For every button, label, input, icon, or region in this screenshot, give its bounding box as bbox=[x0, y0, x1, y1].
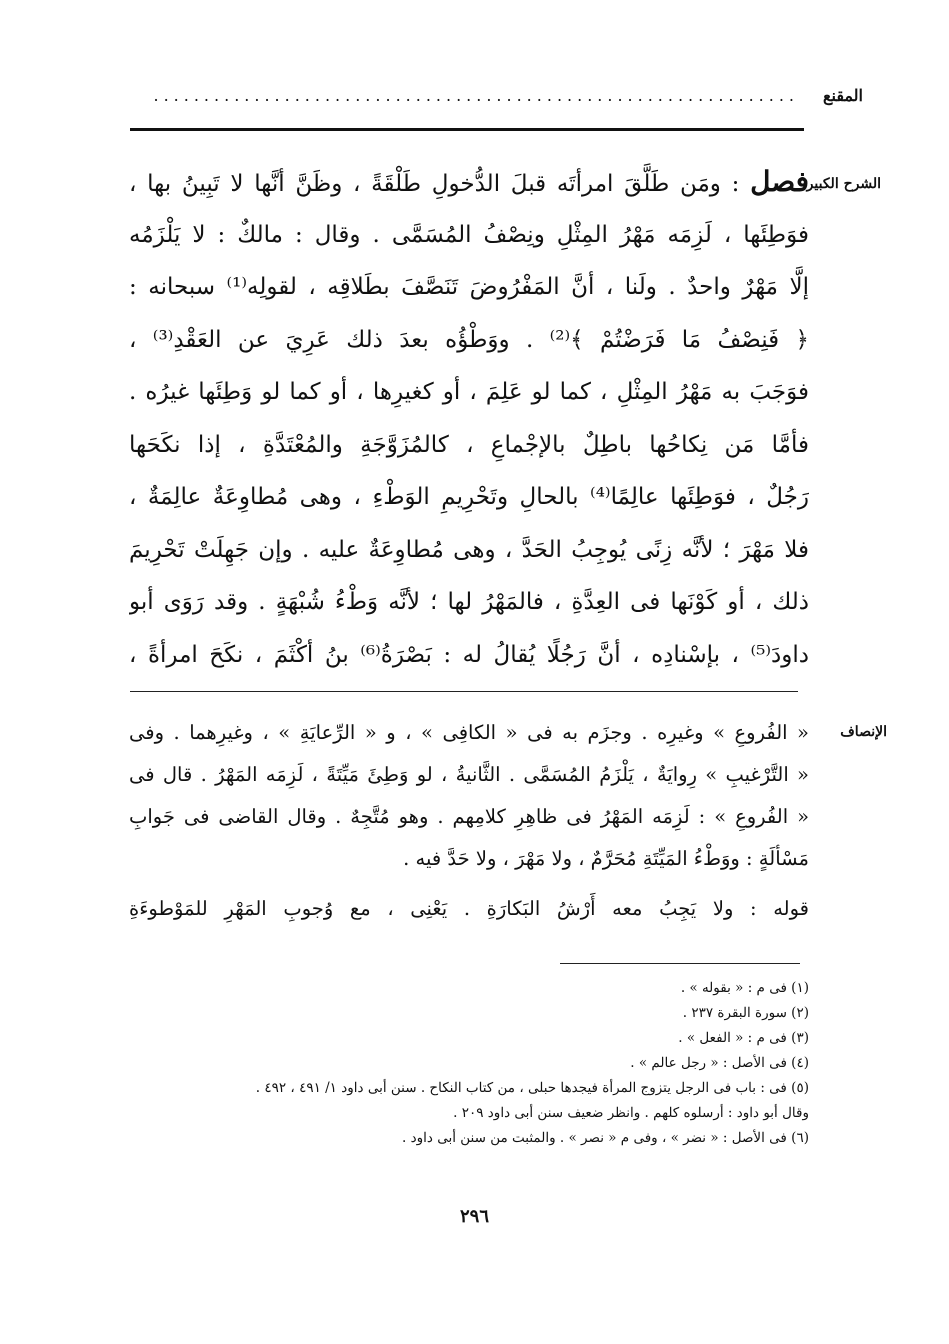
header-rule bbox=[130, 128, 804, 131]
main-text-line: فأمَّا مَن نِكاحُها باطِلٌ بالإجْماعِ ، كالمُزَوَّجَةِ والمُعْتَدَّةِ ، إذا نكَحَها bbox=[129, 431, 809, 458]
footnote: (٢) سورة البقرة ٢٣٧ . bbox=[682, 1005, 809, 1021]
side-label-sharh: الشرح الكبير bbox=[806, 176, 881, 192]
footnote: (١) فى م : « بقوله » . bbox=[680, 980, 809, 996]
main-text-line: فوَطِئَها ، لَزِمَه مَهْرُ المِثْلِ ونِصْفُ المُسَمَّى . وقال : مالكٌ : لا يَلْزَمُه bbox=[129, 221, 809, 248]
insaf-text-line: « الفُروعِ » : لَزِمَه المَهْرُ فى ظاهِرِ كلامِهم . وهو مُتَّجِهٌ . وقال القاضى فى جَوابِ bbox=[129, 805, 809, 828]
page-number: ٢٩٦ bbox=[459, 1206, 489, 1227]
main-text-line: رَجُلٌ ، فوَطِئَها عالِمًا⁽⁴⁾ بالحالِ وتَحْرِيمِ الوَطْءِ ، وهى مُطاوِعَةٌ عالِمَةٌ ، bbox=[129, 484, 809, 510]
main-text-line: إلَّا مَهْرٌ واحدٌ . ولَنا ، أنَّ المَفْرُوضَ تَنَصَّفَ بطَلاقِه ، لقولِه⁽¹⁾ سبحانه : bbox=[129, 274, 809, 300]
footnotes bbox=[129, 976, 809, 1151]
insaf-text-line: « التَّرْغيبِ » رِوايَةٌ ، يَلْزَمُ المُسَمَّى . الثَّانيةُ ، لو وَطِئَ مَيِّتَةً ، لَزِمَه المَهْرُ . قال فى bbox=[129, 763, 809, 786]
header-dotted-leader: ................................................................ bbox=[153, 86, 799, 105]
main-text-line: ﴿ فَنِصْفُ مَا فَرَضْتُمْ ﴾⁽²⁾ . ووَطْؤُه بعدَ ذلك عَرِيَ عن العَقْدِ⁽³⁾ ، bbox=[129, 326, 809, 353]
footnote: وقال أبو داود : أرسلوه كلهم . وانظر ضعيف سنن أبى داود ٢٠٩ . bbox=[453, 1105, 809, 1121]
section-divider bbox=[130, 691, 798, 692]
main-text-line: فلا مَهْرَ ؛ لأنَّه زِنًى يُوجِبُ الحَدَّ ، وهى مُطاوِعَةٌ عليه . وإن جَهِلَتْ تَحْرِيمَ bbox=[129, 536, 809, 563]
footnote: (٣) فى م : « الفعل » . bbox=[678, 1030, 809, 1046]
footnote: (٥) فى : باب فى الرجل يتزوج المرأة فيجدها حبلى ، من كتاب النكاح . سنن أبى داود ١/ ٤٩١ ، ٤٩٢ . bbox=[255, 1080, 809, 1096]
main-text-line: فوَجَبَ به مَهْرُ المِثْلِ ، كما لو عَلِمَ ، أو كغيرِها ، أو كما لو وَطِئَها غيرُه . bbox=[129, 379, 809, 405]
main-text-line: ذلك ، أو كَوْنَها فى العِدَّةِ ، فالمَهْرُ لها ؛ لأنَّه وَطْءُ شُبْهَةٍ . وقد رَوَى أبو bbox=[129, 589, 809, 615]
main-first-line-text: : ومَن طَلَّقَ امرأتَه قبلَ الدُّخولِ طَلْقَةً ، وظَنَّ أنَّها لا تَبِينُ بها ، bbox=[129, 171, 740, 197]
footnote-divider bbox=[560, 963, 800, 964]
main-text-line: داودَ⁽⁵⁾ ، بإسْنادِه ، أنَّ رَجُلًا يُقالُ له : بَصْرَةُ⁽⁶⁾ بنُ أكْثَمَ ، نكَحَ امرأةً ، bbox=[129, 641, 809, 668]
fasl-heading: فصل bbox=[750, 165, 809, 198]
main-text bbox=[129, 156, 809, 681]
footnote: (٤) فى الأصل : « رجل عالم » . bbox=[630, 1055, 809, 1071]
main-text-line bbox=[129, 156, 809, 209]
book-title: المقنع bbox=[822, 86, 863, 105]
insaf-text-line: قوله : ولا يَجِبُ معه أَرْشُ البَكارَةِ . يَعْنِى ، مع وُجوبِ المَهْرِ للمَوْطوءَةِ bbox=[129, 897, 809, 920]
footnote: (٦) فى الأصل : « نضر » ، وفى م « نصر » . والمثبت من سنن أبى داود . bbox=[402, 1130, 809, 1146]
insaf-text bbox=[129, 712, 809, 930]
insaf-text-line: مَسْألَةٍ : ووَطْءُ المَيِّتَةِ مُحَرَّمٌ ، ولا مَهْرَ ، ولا حَدَّ فيه . bbox=[403, 847, 809, 870]
insaf-text-line: « الفُروعِ » وغيرِه . وجزَم به فى « الكافِى » ، و « الرِّعايَةِ » ، وغيرِهما . وفى bbox=[129, 721, 809, 744]
side-label-insaf: الإنصاف bbox=[840, 724, 887, 740]
